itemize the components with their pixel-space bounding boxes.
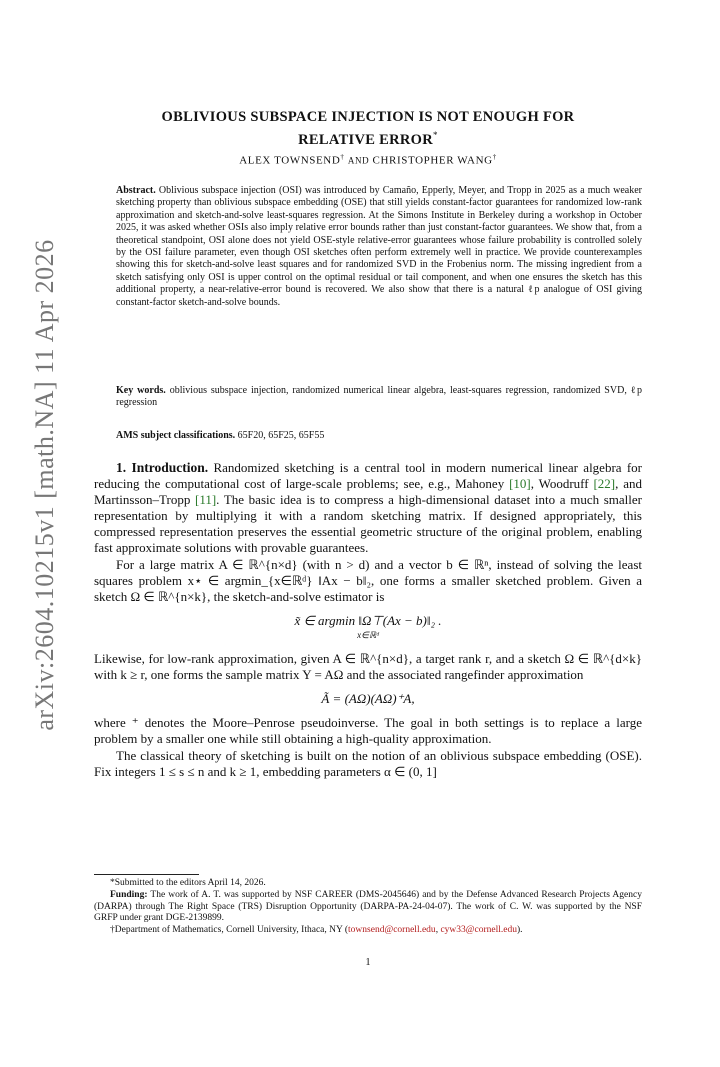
email-link-wang[interactable]: cyw33@cornell.edu	[440, 925, 517, 936]
page-number: 1	[365, 957, 371, 968]
keywords	[116, 385, 642, 410]
title-footnote-mark: *	[433, 130, 438, 140]
ams-classifications	[116, 430, 642, 442]
arxiv-stamp-text: arXiv:2604.10215v1 [math.NA] 11 Apr 2026	[30, 239, 59, 731]
funding-label: Funding:	[110, 889, 148, 900]
author-2-mark: †	[492, 153, 497, 161]
keywords-label: Key words.	[116, 385, 166, 396]
author-1: ALEX TOWNSEND	[239, 154, 341, 167]
intro-paragraph-4: where ⁺ denotes the Moore–Penrose pseudoinverse. The goal in both settings is to replace a large problem by a smaller one while still obtaining a high-quality approximation.	[94, 715, 642, 747]
arxiv-stamp	[20, 239, 70, 731]
citation-link-10[interactable]: [10]	[509, 476, 531, 492]
equation-sketch-and-solve	[94, 613, 642, 643]
abstract-label: Abstract.	[116, 185, 156, 196]
affiliation-end: ).	[516, 925, 523, 936]
footnote-affiliation	[94, 925, 642, 937]
footnotes	[94, 878, 642, 937]
footnote-submitted: *Submitted to the editors April 14, 2026.	[110, 878, 266, 888]
abstract	[116, 185, 642, 309]
equation-rangefinder: Ã = (AΩ)(AΩ)⁺A,	[321, 691, 415, 707]
footnote-rule	[94, 874, 199, 875]
intro-paragraph-2: For a large matrix A ∈ ℝ^{n×d} (with n > d) and a vector b ∈ ℝⁿ, instead of solving the least squares problem x⋆ ∈ argmin_{x∈ℝᵈ} ‖Ax − b‖₂, one forms a smaller sketched problem. Given a sketch Ω ∈ ℝ^{n×k}, the sketch-and-solve estimator is	[94, 556, 642, 604]
paper-title	[94, 108, 642, 149]
section-heading: 1. Introduction.	[116, 460, 209, 475]
intro-paragraph-5: The classical theory of sketching is built on the notion of an oblivious subspace embedding (OSE). Fix integers 1 ≤ s ≤ n and k ≥ 1, embedding parameters α ∈ (0, 1]	[94, 747, 642, 779]
intro-paragraph-3: Likewise, for low-rank approximation, given A ∈ ℝ^{n×d}, a target rank r, and a sketch Ω ∈ ℝ^{d×k} with k ≥ r, one forms the sample matrix Y = AΩ and the associated rangefinder approximation	[94, 651, 642, 683]
footnote-funding	[94, 890, 642, 925]
email-separator: ,	[435, 925, 439, 936]
author-1-mark: †	[340, 153, 345, 161]
intro-paragraph-1	[94, 460, 642, 557]
keywords-text: oblivious subspace injection, randomized numerical linear algebra, least-squares regression, randomized SVD, ℓp regression	[116, 385, 642, 409]
title-line-2: RELATIVE ERROR	[298, 131, 434, 148]
author-conj: AND	[347, 155, 370, 166]
author-list	[94, 153, 642, 167]
citation-link-11[interactable]: [11]	[194, 492, 217, 508]
paper-body	[94, 460, 642, 780]
citation-link-22[interactable]: [22]	[593, 476, 616, 492]
abstract-text: Oblivious subspace injection (OSI) was introduced by Camaño, Epperly, Meyer, and Tropp in 2025 as a much weaker sketching property than oblivious subspace embedding (OSE) that still yields constant-factor guarantees for randomized low-rank approximation and sketch-and-solve least-squares regression. At the Simons Institute in Berkeley during a workshop in October 2025, it was asked whether OSIs also imply relative error bounds rather than just constant-factor guarantees. We show that, from a theoretical standpoint, OSI alone does not yield OSE-style relative-error guarantees whose failure probability is controlled solely by the OSI failure parameter, even though OSI sketches often perform extremely well in practice. We provide counterexamples showing this for sketch-and-solve least squares and for randomized SVD in the Frobenius norm. The missing ingredient from a sketch satisfying only OSI is upper control on the optimal residual or tail component, and when one ensures the sketch has this additional property, a near-relative-error bound is recovered. We also show that there is a natural ℓp analogue of OSI giving constant-factor sketch-and-solve bounds.	[116, 185, 643, 308]
funding-text: The work of A. T. was supported by NSF CAREER (DMS-2045646) and by the Defense Advanced Research Projects Agency (DARPA) through The Right Space (TRS) Disruption Opportunity (DARPA-PA-24-04-07). The work of C. W. was supported by the NSF GRFP under grant DGE-2139899.	[94, 889, 642, 924]
ams-label: AMS subject classifications.	[116, 430, 236, 441]
email-link-townsend[interactable]: townsend@cornell.edu	[348, 925, 436, 936]
author-2: CHRISTOPHER WANG	[372, 154, 493, 167]
intro-p1c: , and Martinsson–Tropp	[94, 476, 642, 508]
intro-p1d: . The basic idea is to compress a high-dimensional dataset into a much smaller representation by multiplying it with a random sketching matrix. If designed appropriately, this compressed representation preserves the essential geometric structure of the original problem, enabling fast approximate solutions with provable guarantees.	[94, 492, 643, 556]
intro-p1: Randomized sketching is a central tool in modern numerical linear algebra for reducing the computational cost of large-scale problems; see, e.g., Mahoney	[94, 460, 642, 492]
equation-1: x̃ ∈ argmin ‖Ω⊤(Ax − b)‖₂ .	[294, 612, 442, 628]
affiliation-text: †Department of Mathematics, Cornell University, Ithaca, NY (	[110, 925, 349, 936]
title-line-1: OBLIVIOUS SUBSPACE INJECTION IS NOT ENOUGH FOR	[161, 109, 575, 125]
intro-p1b: , Woodruff	[530, 476, 589, 492]
equation-1-subscript: x∈ℝᵈ	[357, 629, 379, 640]
ams-text: 65F20, 65F25, 65F55	[237, 430, 325, 441]
